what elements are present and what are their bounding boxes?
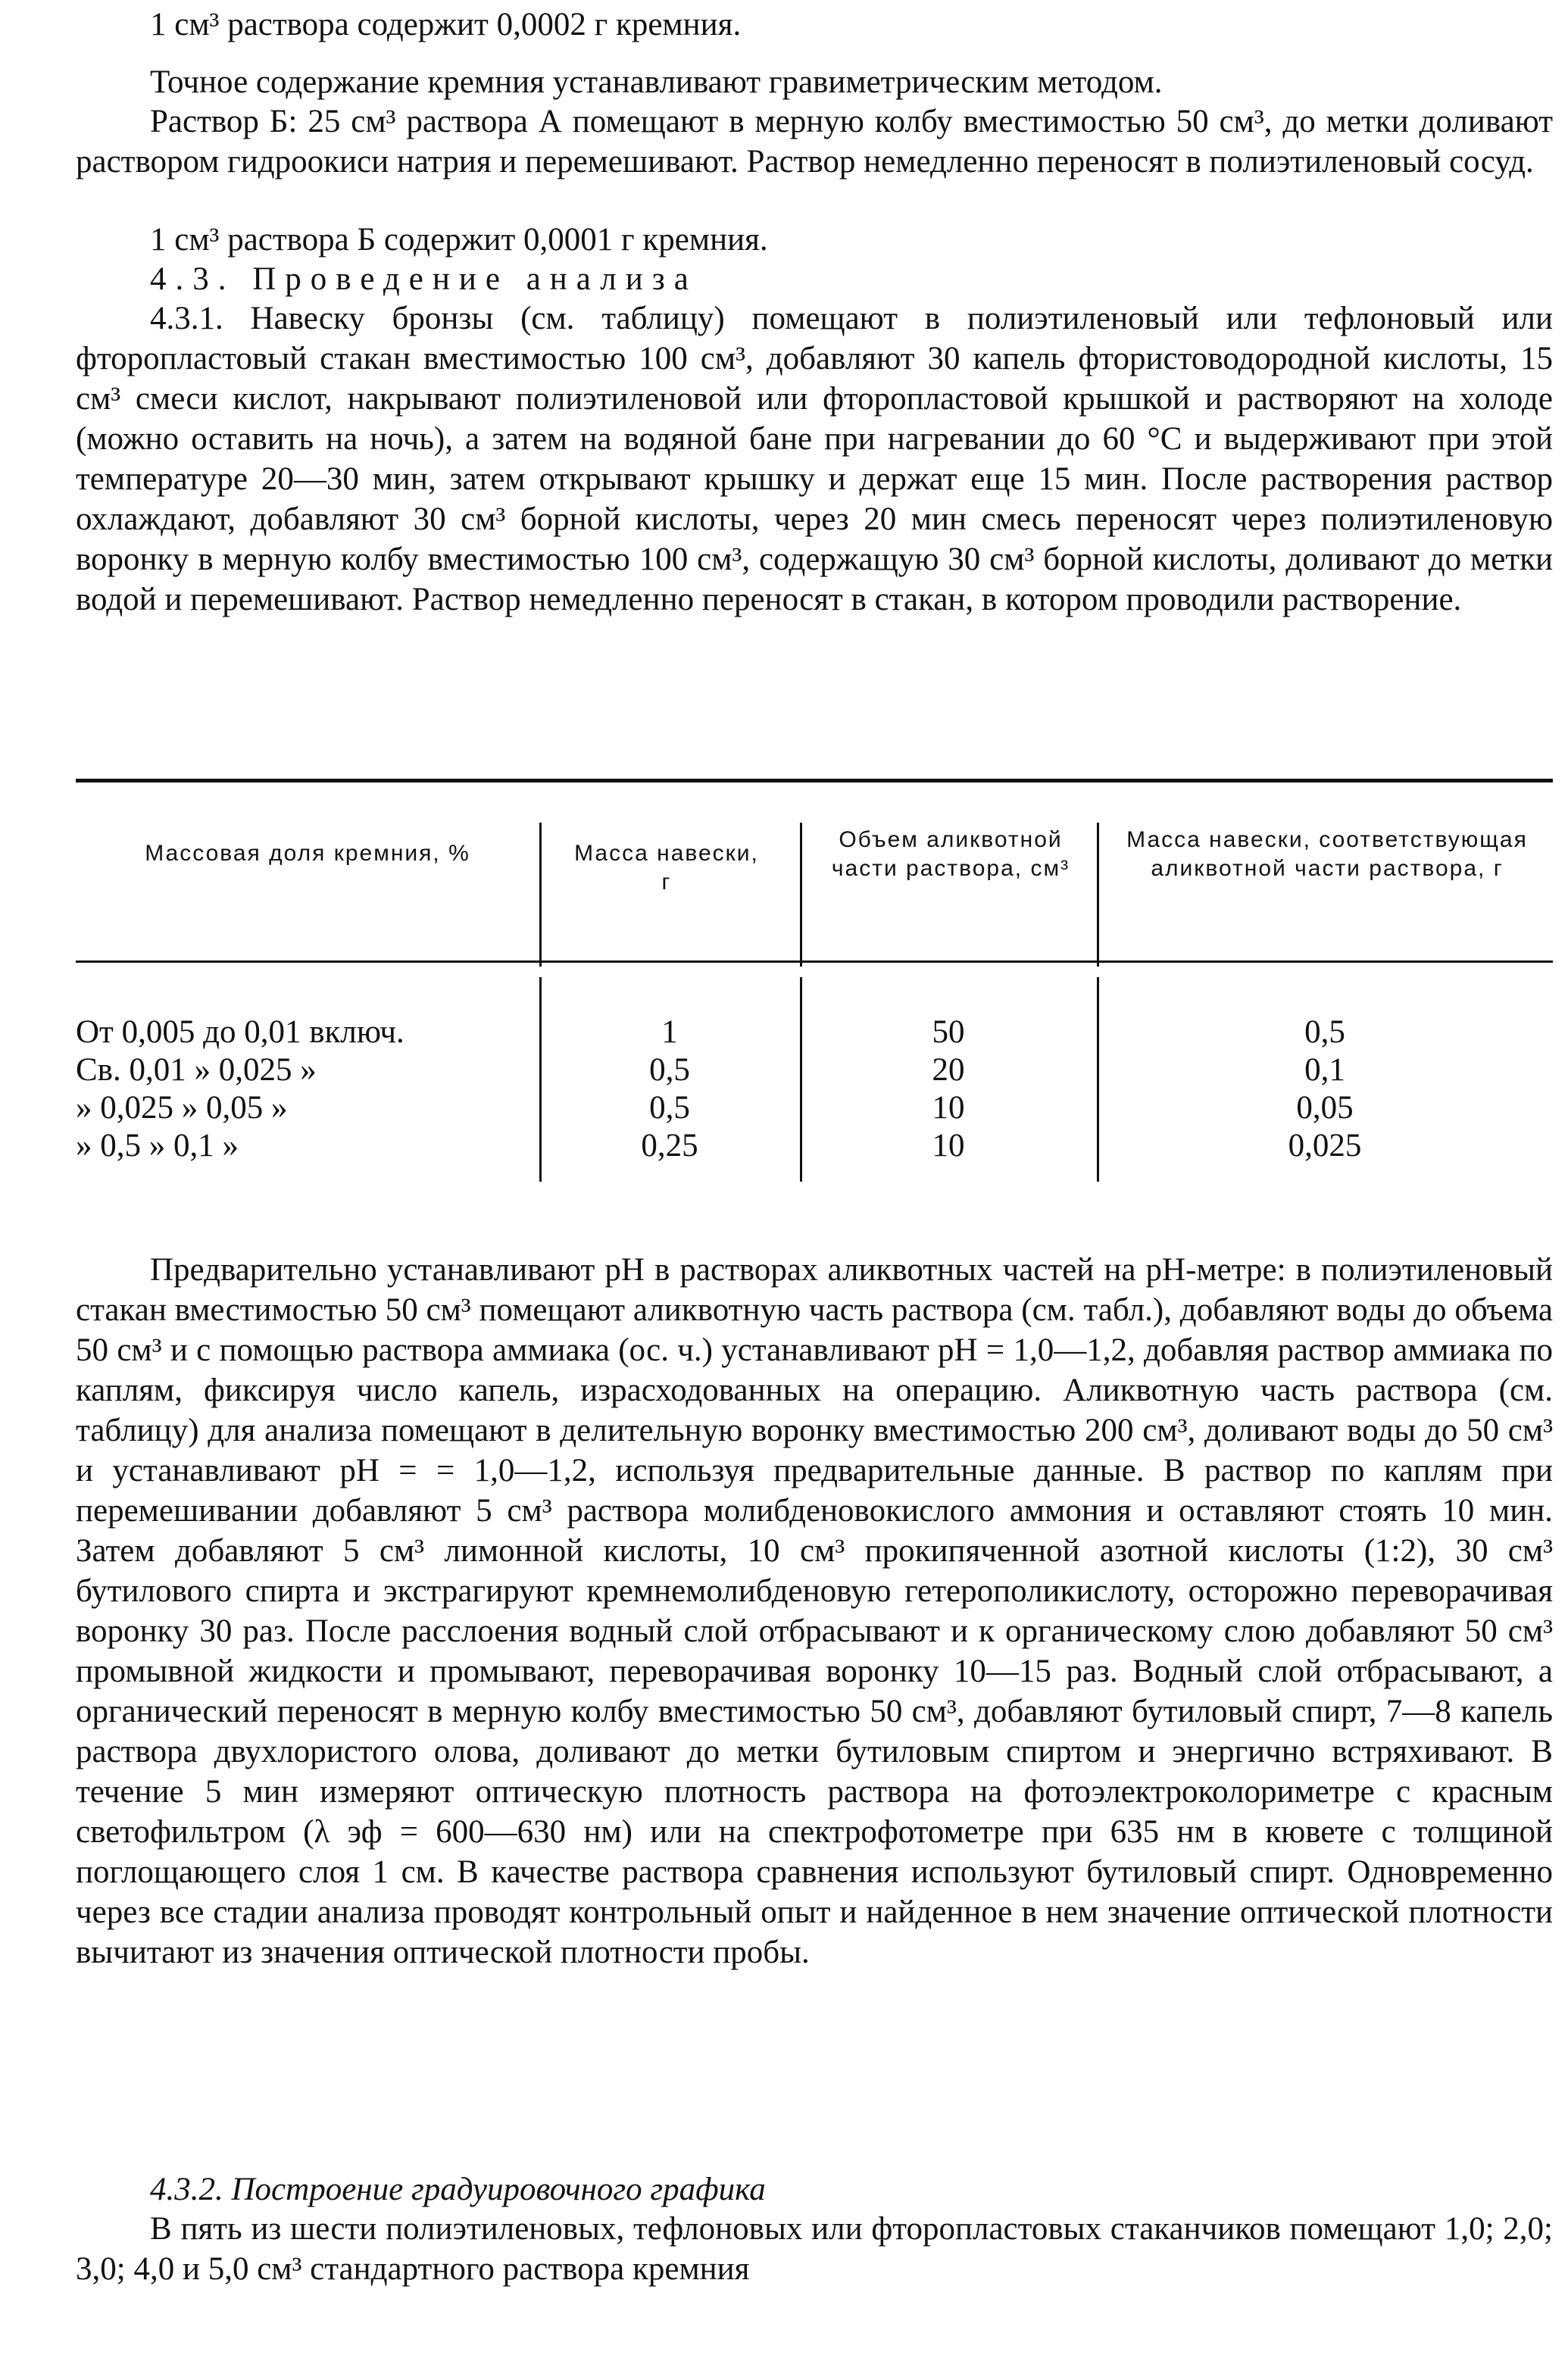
- table-column-divider: [539, 823, 542, 967]
- table-cell-aliquot-volume: 10: [932, 1090, 965, 1126]
- paragraph-4-3-1: 4.3.1. Навеску бронзы (см. таблицу) помещают в полиэтиленовый или тефлоновый или фторопластовый стакан вместимостью 100 см³, добавляют 30 капель фтористоводородной кислоты, 15 см³ смеси кислот, накрывают полиэтиленовой или фторопластовой крышкой и растворяют на холоде (можно оставить на ночь), а затем на водяной бане при нагревании до 60 °С и выдерживают при этой температуре 20—30 мин, затем открывают крышку и держат еще 15 мин. После растворения раствор охлаждают, добавляют 30 см³ борной кислоты, через 20 мин смесь переносят через полиэтиленовую воронку в мерную колбу вместимостью 100 см³, содержащую 30 см³ борной кислоты, доливают до метки водой и перемешивают. Раствор немедленно переносят в стакан, в котором проводили растворение.: [76, 301, 1553, 617]
- table-cell-fraction: Св. 0,01 » 0,025 »: [76, 1052, 317, 1088]
- table-cell-aliquot-volume: 20: [932, 1052, 965, 1088]
- paragraph-ph-procedure: Предварительно устанавливают pH в растворах аликвотных частей на pH-метре: в полиэтиленовый стакан вместимостью 50 см³ помещают аликвотную часть раствора (см. табл.), добавляют воды до объема 50 см³ и с помощью раствора аммиака (ос. ч.) устанавливают pH = 1,0—1,2, добавляя раствор аммиака по каплям, фиксируя число капель, израсходованных на операцию. Аликвотную часть раствора (см. таблицу) для анализа помещают в делительную воронку вместимостью 200 см³, доливают воды до 50 см³ и устанавливают pH = = 1,0—1,2, используя предварительные данные. В раствор по каплям при перемешивании добавляют 5 см³ раствора молибденовокислого аммония и оставляют стоять 10 мин. Затем добавляют 5 см³ лимонной кислоты, 10 см³ прокипяченной азотной кислоты (1:2), 30 см³ бутилового спирта и экстрагируют кремнемолибденовую гетерополикислоту, осторожно переворачивая воронку 30 раз. После расслоения водный слой отбрасывают и к органическому слою добавляют 50 см³ промывной жидкости и промывают, переворачивая воронку 10—15 раз. Водный слой отбрасывают, а органический переносят в мерную колбу вместимостью 50 см³, добавляют бутиловый спирт, 7—8 капель раствора двухлористого олова, доливают до метки бутиловым спиртом и энергично встряхивают. В течение 5 мин измеряют оптическую плотность раствора на фотоэлектроколориметре с красным светофильтром (λ эф = 600—630 нм) или на спектрофотометре при 635 нм в кювете с толщиной поглощающего слоя 1 см. В качестве раствора сравнения используют бутиловый спирт. Одновременно через все стадии анализа проводят контрольный опыт и найденное в нем значение оптической плотности вычитают из значения оптической плотности пробы.: [76, 1252, 1553, 1970]
- text-line-silicon-b: 1 см³ раствора Б содержит 0,0001 г кремния.: [150, 222, 768, 258]
- table-cell-sample-mass: 0,5: [649, 1052, 690, 1088]
- document-page: [76, 0, 1553, 2380]
- table-column-divider: [1097, 823, 1099, 967]
- table-header-aliquot-mass: Масса навески, соответствующая аликвотной части раствора, г: [1126, 827, 1528, 881]
- table-cell-fraction: От 0,005 до 0,01 включ.: [76, 1014, 404, 1050]
- table-cell-fraction: » 0,5 » 0,1 »: [76, 1128, 239, 1163]
- sample-mass-table: [76, 779, 1553, 1188]
- table-header-sample-mass: Масса навески, г: [574, 841, 759, 895]
- table-header-rule: [76, 960, 1553, 963]
- table-cell-fraction: » 0,025 » 0,05 »: [76, 1090, 288, 1126]
- paragraph-4-3-2: В пять из шести полиэтиленовых, тефлоновых или фторопластовых стаканчиков помещают 1,0; 2,0; 3,0; 4,0 и 5,0 см³ стандартного раствора кремния: [76, 2211, 1553, 2287]
- text-line-gravimetric: Точное содержание кремния устанавливают гравиметрическим методом.: [150, 64, 1163, 100]
- text-line-silicon-a: 1 см³ раствора содержит 0,0002 г кремния.: [150, 7, 742, 42]
- table-cell-sample-mass: 1: [661, 1014, 678, 1050]
- paragraph-solution-b: Раствор Б: 25 см³ раствора А помещают в мерную колбу вместимостью 50 см³, до метки доливают раствором гидроокиси натрия и перемешивают. Раствор немедленно переносят в полиэтиленовый сосуд.: [76, 104, 1553, 180]
- table-cell-aliquot-mass: 0,025: [1288, 1128, 1362, 1163]
- table-top-rule: [76, 779, 1553, 782]
- section-heading: 4.3. Проведение анализа: [150, 261, 698, 297]
- table-cell-aliquot-mass: 0,5: [1304, 1014, 1345, 1050]
- table-header-aliquot-volume: Объем аликвотной части раствора, см³: [831, 827, 1070, 881]
- table-header-silicon-fraction: Массовая доля кремния, %: [145, 841, 470, 866]
- table-cell-aliquot-volume: 10: [932, 1128, 965, 1163]
- table-cell-aliquot-mass: 0,05: [1296, 1090, 1354, 1126]
- table-cell-aliquot-mass: 0,1: [1304, 1052, 1345, 1088]
- table-cell-aliquot-volume: 50: [932, 1014, 965, 1050]
- subsection-heading-4-3-2: 4.3.2. Построение градуировочного графика: [150, 2172, 766, 2207]
- table-cell-sample-mass: 0,25: [641, 1128, 698, 1163]
- table-cell-sample-mass: 0,5: [649, 1090, 690, 1126]
- table-column-divider: [800, 823, 802, 967]
